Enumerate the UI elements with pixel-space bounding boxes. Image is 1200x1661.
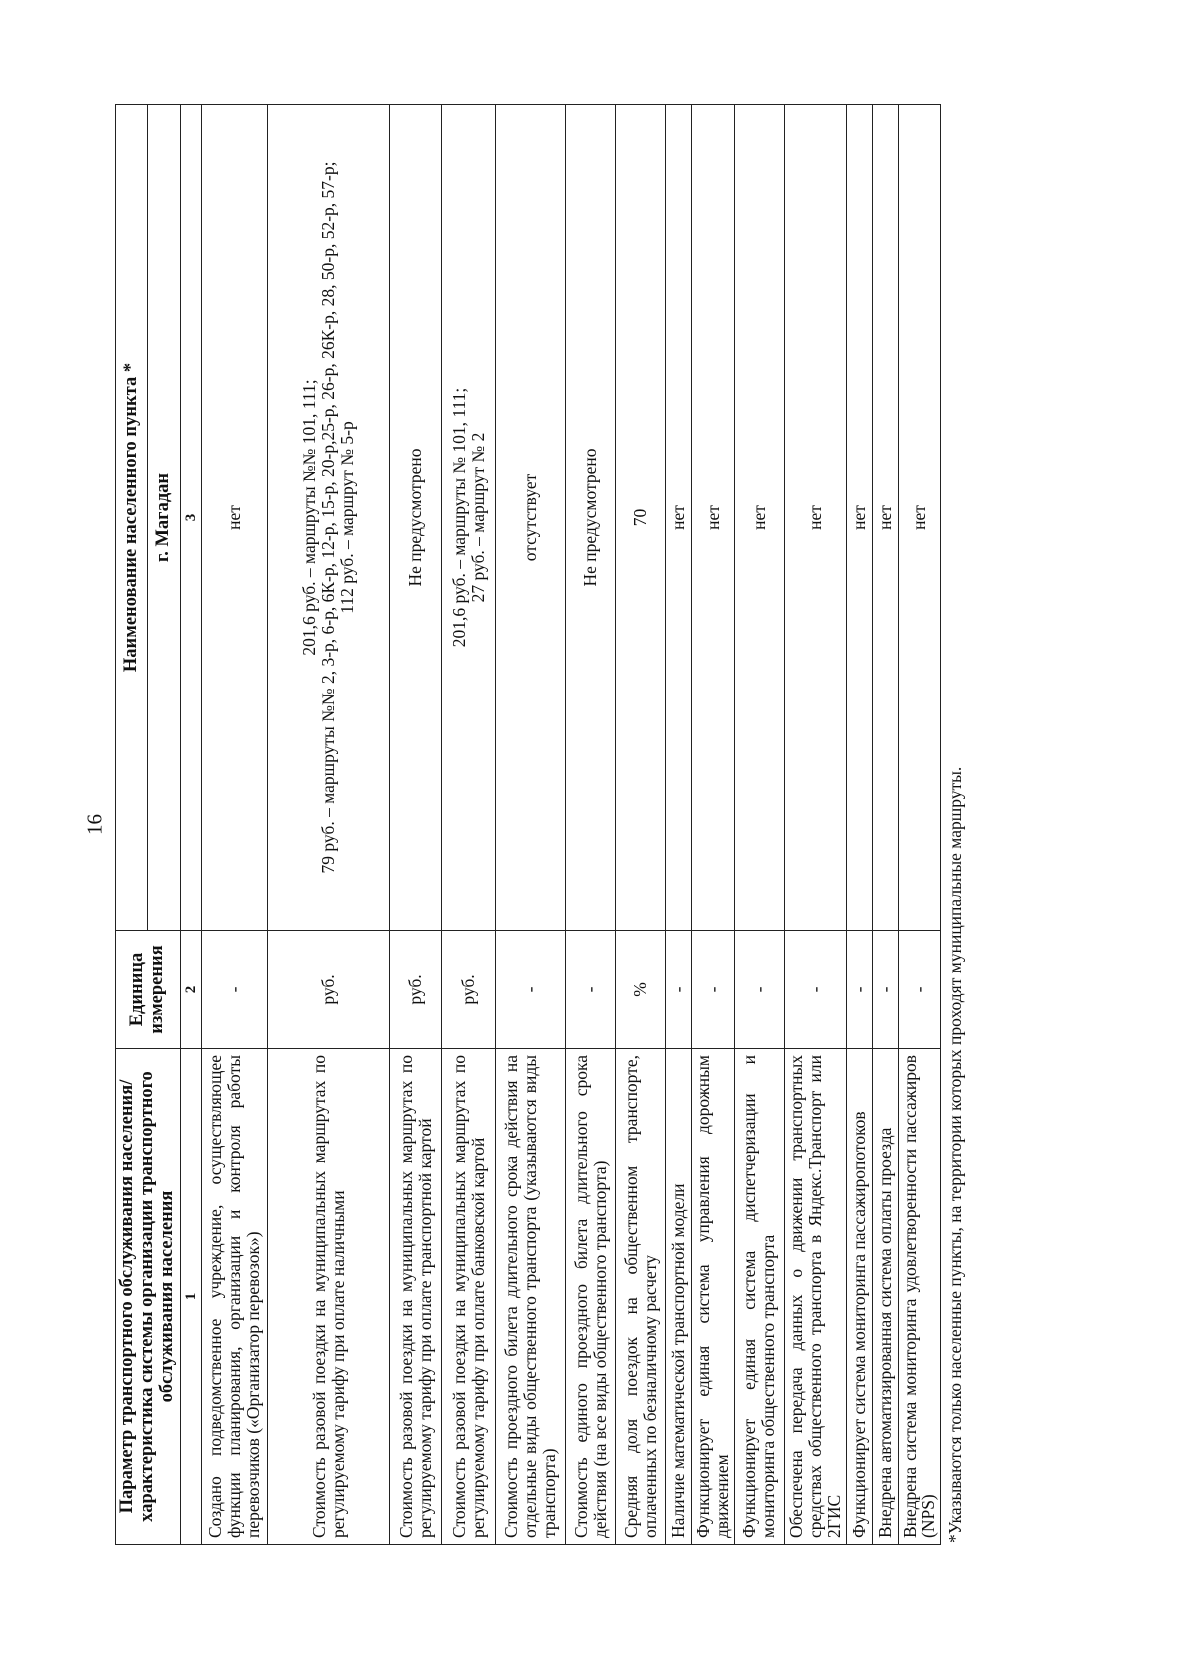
- param-cell: Стоимость разовой поездки на муниципальных маршрутах по регулируемому тарифу при оплате банковской картой: [442, 1049, 496, 1545]
- value-cell: [268, 105, 390, 931]
- unit-cell: -: [784, 931, 846, 1049]
- table-row: [872, 105, 898, 1545]
- value-line: нет: [702, 505, 723, 530]
- param-cell: Внедрена автоматизированная система оплаты проезда: [872, 1049, 898, 1545]
- value-line: нет: [908, 505, 929, 530]
- value-line: нет: [748, 505, 769, 530]
- column-number: 2: [180, 931, 201, 1049]
- unit-cell: -: [898, 931, 941, 1049]
- unit-cell: руб.: [268, 931, 390, 1049]
- param-cell: Функционирует единая система управления дорожным движением: [692, 1049, 735, 1545]
- param-cell: Средняя доля поездок на общественном транспорте, оплаченных по безналичному расчету: [616, 1049, 666, 1545]
- value-line: 201,6 руб. – маршруты №№ 101, 111;: [299, 379, 320, 656]
- table-row: [616, 105, 666, 1545]
- unit-cell: руб.: [442, 931, 496, 1049]
- table-row: [898, 105, 941, 1545]
- unit-cell: -: [692, 931, 735, 1049]
- value-cell: [692, 105, 735, 931]
- value-line: нет: [848, 505, 869, 530]
- value-line: 27 руб. – маршрут № 2: [467, 432, 488, 603]
- unit-cell: руб.: [390, 931, 442, 1049]
- value-line: 79 руб. – маршруты №№ 2, 3-р, 6-р, 6К-р, 12-р, 15-р, 20-р,25-р, 26-р, 26К-р, 28, 50-р, 52-р, 57-р;: [318, 161, 339, 874]
- unit-cell: -: [202, 931, 268, 1049]
- unit-cell: %: [616, 931, 666, 1049]
- param-cell: Обеспечена передача данных о движении транспортных средствах общественного транспорта в Яндекс.Транспорт или 2ГИС: [784, 1049, 846, 1545]
- table-row: [666, 105, 692, 1545]
- table-row: [846, 105, 872, 1545]
- value-line: нет: [874, 505, 895, 530]
- unit-cell: -: [846, 931, 872, 1049]
- page-number: 16: [82, 814, 107, 835]
- transport-parameters-table: [115, 104, 941, 1545]
- param-cell: Функционирует система мониторинга пассажиропотоков: [846, 1049, 872, 1545]
- value-cell: [202, 105, 268, 931]
- unit-cell: -: [566, 931, 616, 1049]
- header-settlement-group: Наименование населенного пункта *: [116, 105, 148, 931]
- header-unit: Единица измерения: [116, 931, 181, 1049]
- value-line: нет: [224, 505, 245, 530]
- value-line: нет: [668, 505, 689, 530]
- table-row: [442, 105, 496, 1545]
- value-line: Не предусмотрено: [405, 448, 426, 587]
- rotated-page-content: [115, 105, 966, 1545]
- value-cell: [872, 105, 898, 931]
- unit-cell: -: [734, 931, 784, 1049]
- value-line: нет: [804, 505, 825, 530]
- param-cell: Стоимость единого проездного билета длительного срока действия (на все виды общественного транспорта): [566, 1049, 616, 1545]
- table-row: [202, 105, 268, 1545]
- header-settlement: г. Магадан: [148, 105, 180, 931]
- value-line: отсутствует: [520, 473, 541, 562]
- param-cell: Стоимость разовой поездки на муниципальных маршрутах по регулируемому тарифу при оплате транспортной картой: [390, 1049, 442, 1545]
- unit-cell: -: [666, 931, 692, 1049]
- param-cell: Наличие математической транспортной модели: [666, 1049, 692, 1545]
- value-cell: [784, 105, 846, 931]
- table-row: [692, 105, 735, 1545]
- param-cell: Внедрена система мониторинга удовлетворенности пассажиров (NPS): [898, 1049, 941, 1545]
- footnote: *Указываются только населенные пункты, на территории которых проходят муниципальные маршруты.: [945, 766, 966, 1543]
- column-number: 1: [180, 1049, 201, 1545]
- value-cell: [566, 105, 616, 931]
- param-cell: Создано подведомственное учреждение, осуществляющее функции планирования, организации и контроля работы перевозчиков («Организатор перевозок»): [202, 1049, 268, 1545]
- value-cell: [442, 105, 496, 931]
- value-cell: [666, 105, 692, 931]
- table-row: [566, 105, 616, 1545]
- value-cell: [734, 105, 784, 931]
- table-row: [268, 105, 390, 1545]
- value-line: Не предусмотрено: [580, 448, 601, 587]
- value-cell: [390, 105, 442, 931]
- unit-cell: -: [496, 931, 566, 1049]
- header-param: Параметр транспортного обслуживания населения/ характеристика системы организации транспортного обслуживания населения: [116, 1049, 181, 1545]
- column-number: 3: [180, 105, 201, 931]
- value-cell: [846, 105, 872, 931]
- value-cell: [616, 105, 666, 931]
- value-cell: [496, 105, 566, 931]
- table-row: [390, 105, 442, 1545]
- value-line: 70: [630, 508, 651, 527]
- param-cell: Стоимость проездного билета длительного срока действия на отдельные виды общественного транспорта (указываются виды транспорта): [496, 1049, 566, 1545]
- value-line: 201,6 руб. – маршруты № 101, 111;: [448, 387, 469, 648]
- table-row: [734, 105, 784, 1545]
- param-cell: Функционирует единая система диспетчеризации и мониторинга общественного транспорта: [734, 1049, 784, 1545]
- value-line: 112 руб. – маршрут № 5-р: [337, 421, 358, 614]
- param-cell: Стоимость разовой поездки на муниципальных маршрутах по регулируемому тарифу при оплате наличными: [268, 1049, 390, 1545]
- table-row: [784, 105, 846, 1545]
- value-cell: [898, 105, 941, 931]
- table-row: [496, 105, 566, 1545]
- unit-cell: -: [872, 931, 898, 1049]
